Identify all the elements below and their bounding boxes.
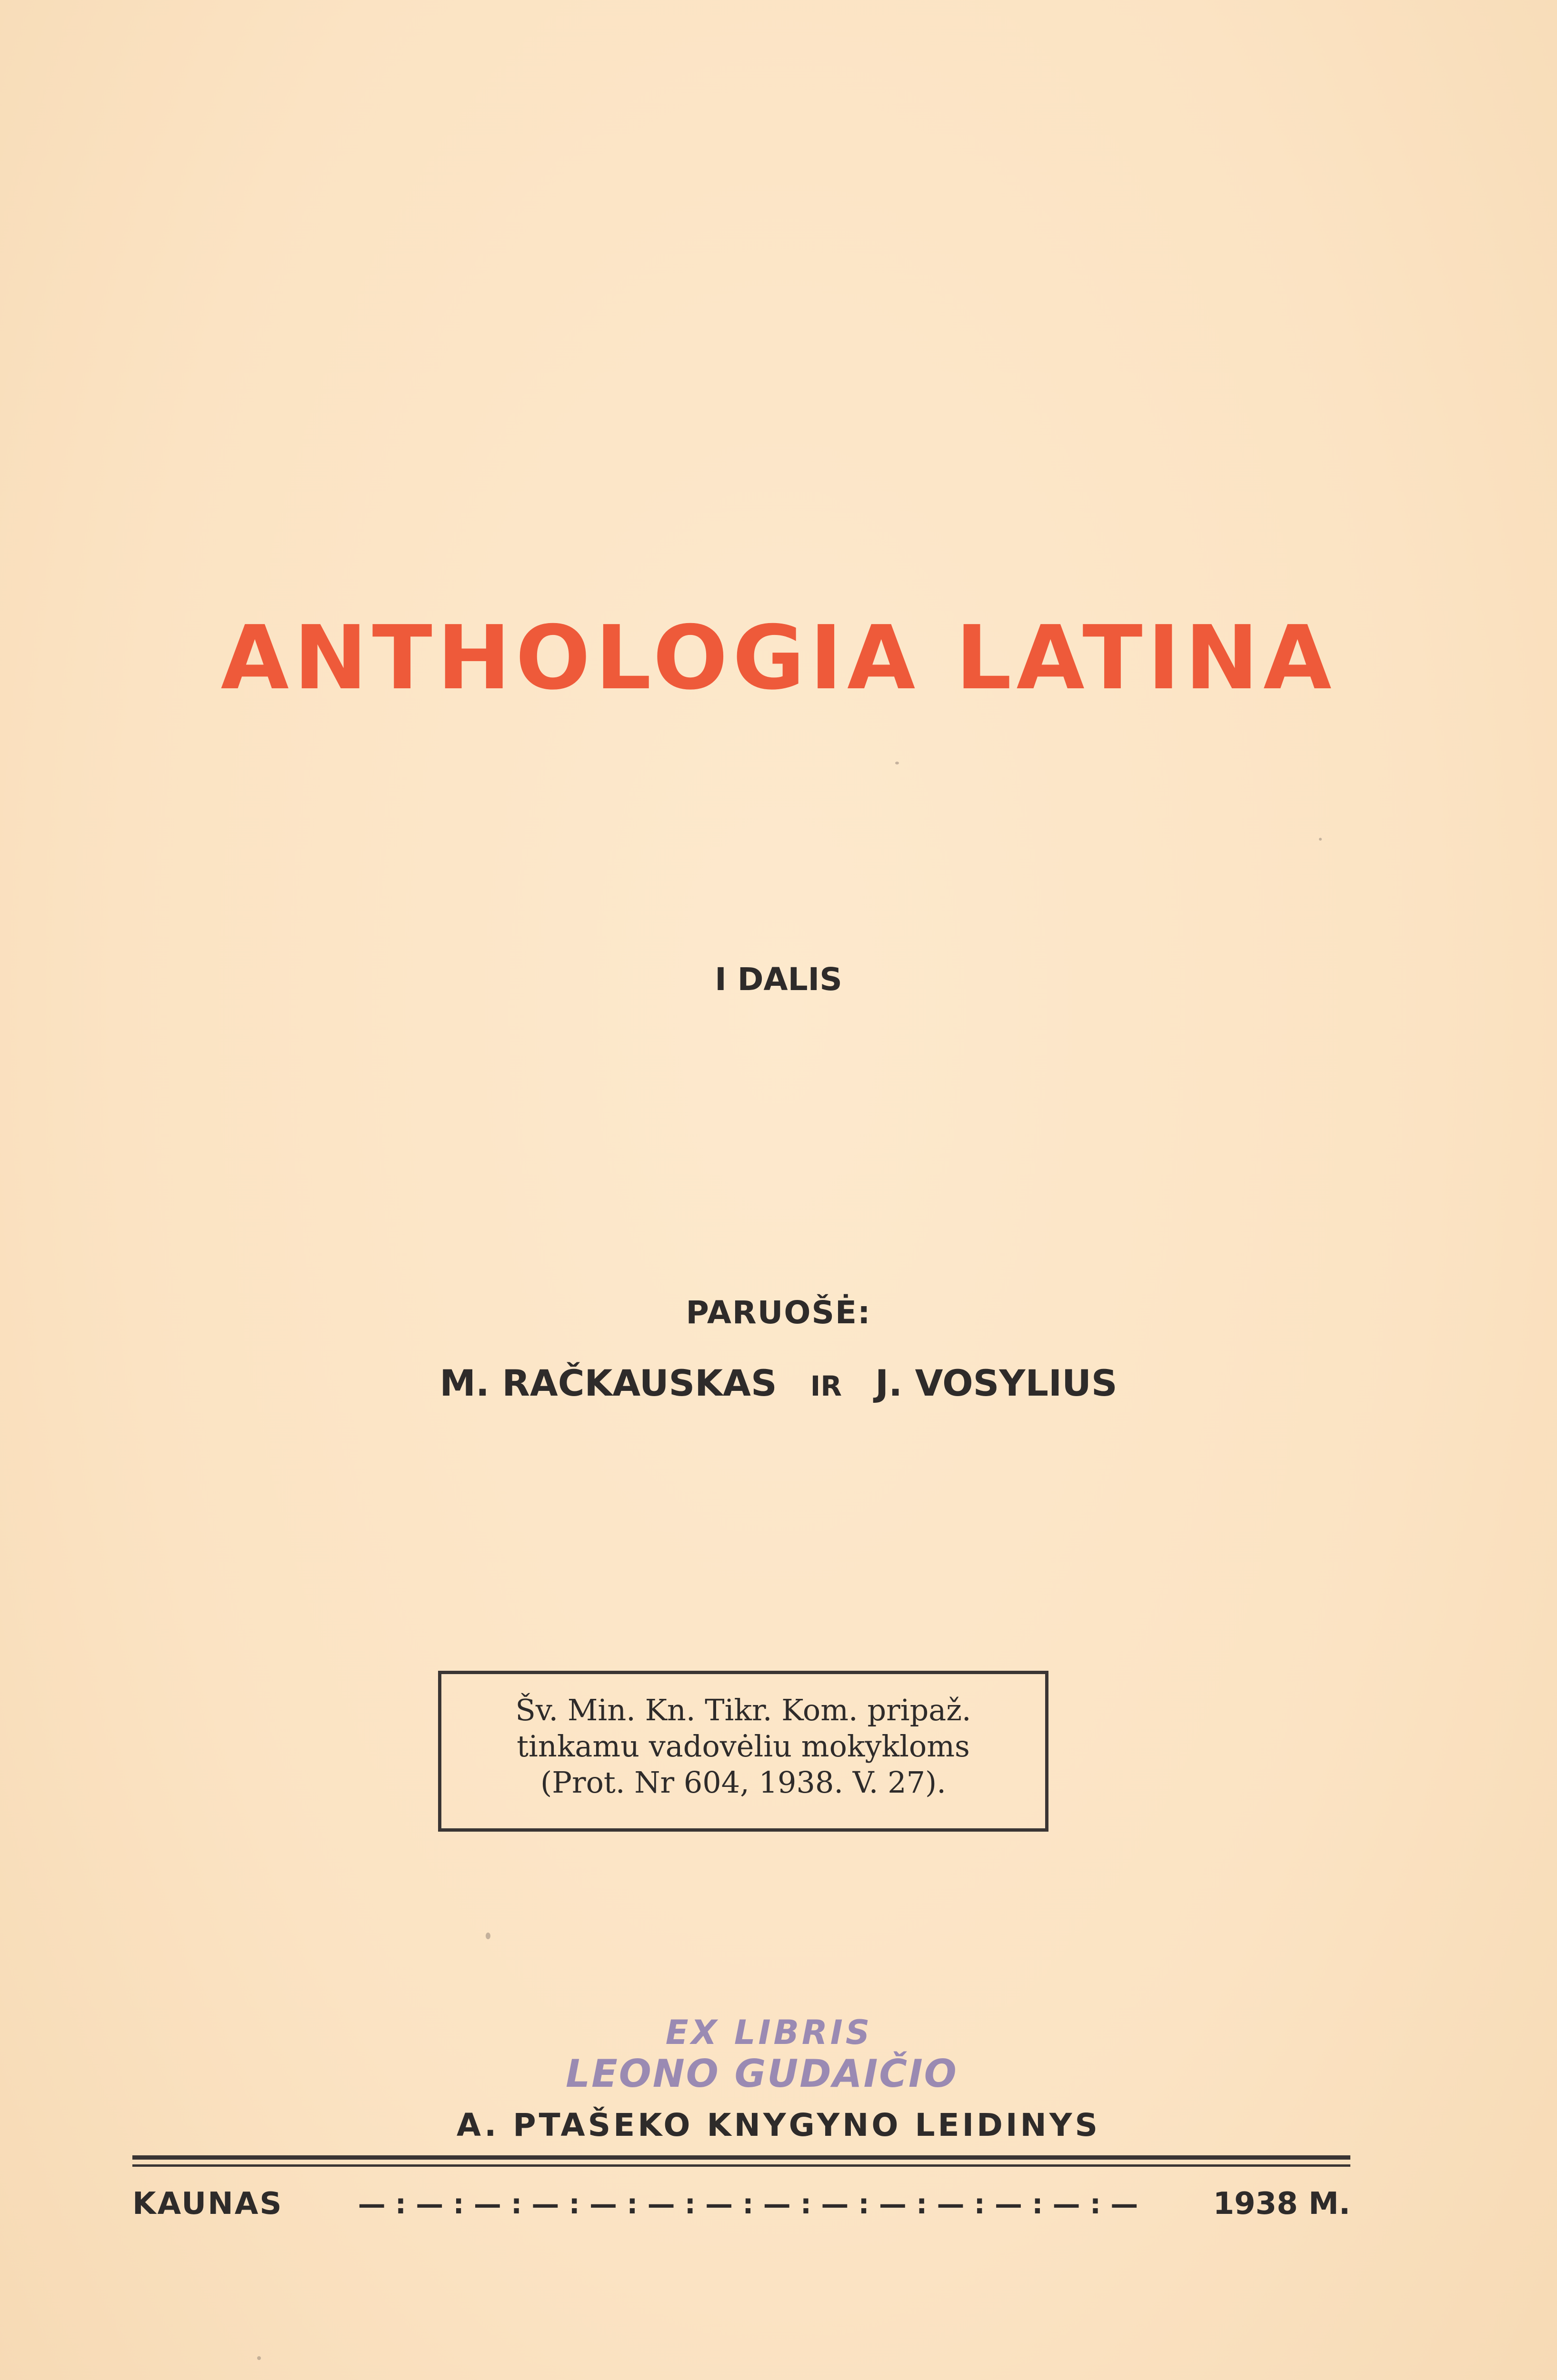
book-title: ANTHOLOGIA LATINA: [220, 606, 1337, 709]
stamp-line-2: LEONO GUDAIČIO: [566, 2052, 958, 2096]
volume-part: I DALIS: [715, 961, 842, 998]
ornamental-separator: — : — : — : — : — : — : — : — : — : — : — : — : — : —: [358, 2188, 1138, 2220]
approval-note-box: [438, 1671, 1048, 1832]
imprint-footer: [132, 2185, 1350, 2223]
approval-line-3: (Prot. Nr 604, 1938. V. 27).: [540, 1765, 946, 1800]
authors-conjunction: IR: [810, 1370, 842, 1402]
divider-thick: [132, 2155, 1350, 2160]
paper-speck: [486, 1933, 490, 1939]
imprint-year: 1938 M.: [1213, 2186, 1350, 2221]
author-first: M. RAČKAUSKAS: [439, 1362, 777, 1404]
divider-thin: [132, 2164, 1350, 2167]
imprint-city: KAUNAS: [132, 2186, 283, 2221]
paper-speck: [1319, 838, 1322, 841]
publisher-line: A. PTAŠEKO KNYGYNO LEIDINYS: [456, 2107, 1101, 2143]
approval-line-2: tinkamu vadovėliu mokykloms: [517, 1729, 970, 1764]
authors-line: [0, 1362, 1557, 1404]
stamp-line-1: EX LIBRIS: [665, 2013, 873, 2052]
prepared-by-label: PARUOŠĖ:: [686, 1294, 871, 1331]
paper-speck: [257, 2356, 261, 2360]
approval-line-1: Šv. Min. Kn. Tikr. Kom. pripaž.: [515, 1693, 971, 1727]
paper-speck: [895, 762, 899, 764]
author-second: J. VOSYLIUS: [875, 1362, 1118, 1404]
ex-libris-stamp: [548, 2013, 976, 2096]
